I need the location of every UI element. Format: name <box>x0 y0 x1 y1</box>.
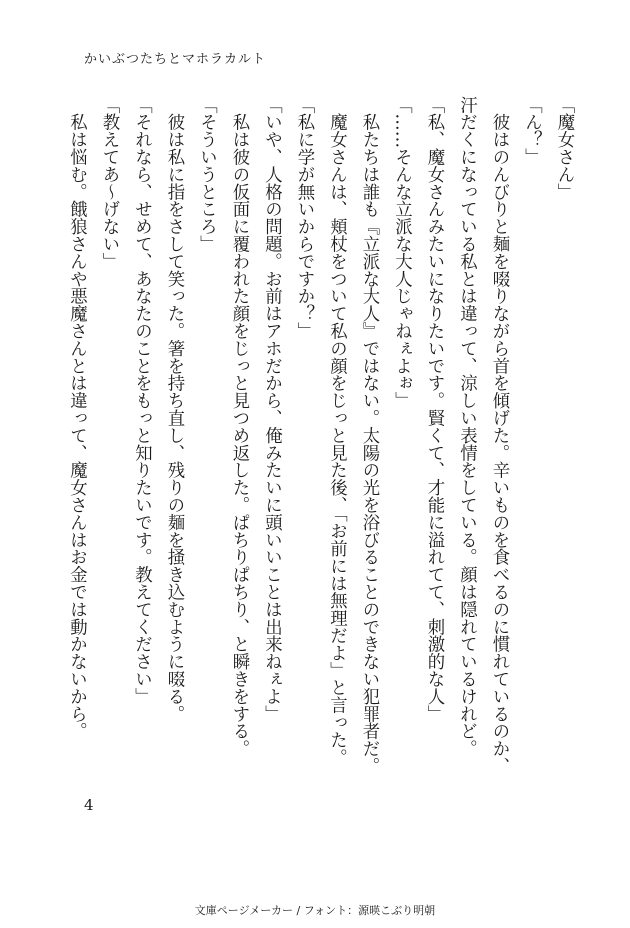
text-line: 「魔女さん」 <box>554 96 574 201</box>
novel-body-text <box>60 96 580 775</box>
text-line: 私たちは誰も『立派な大人』ではない。太陽の光を浴びることのできない犯罪者だ。 <box>359 96 379 775</box>
text-line: 「いや、人格の問題。お前はアホだから、俺みたいに頭いいことは出来ねぇよ」 <box>261 96 282 723</box>
footer-credit: 文庫ページメーカー / フォント：源暎こぶり明朝 <box>194 904 436 917</box>
text-line: 「私、魔女さんみたいになりたいです。賢くて、才能に溢れてて、刺激的な人」 <box>424 96 444 723</box>
text-line: 「……そんな立派な大人じゃねぇよぉ」 <box>391 96 412 410</box>
text-line: 「教えてあ～げない」 <box>99 96 119 270</box>
text-line: 「私に学が無いからですか？」 <box>294 96 314 340</box>
text-line: 汗だくになっている私とは違って、涼しい表情をしている。顔は隠れているけれど。 <box>456 96 477 758</box>
text-line: 「それなら、せめて、あなたのことをもっと知りたいです。教えてください」 <box>131 96 152 705</box>
text-line: 私は悩む。餓狼さんや悪魔さんとは違って、魔女さんはお金では動かないから。 <box>66 96 87 740</box>
page-number: 4 <box>84 796 94 814</box>
text-line: 私は彼の仮面に覆われた顔をじっと見つめ返した。ぱちりぱちり、と瞬きをする。 <box>229 96 249 758</box>
text-line: 彼はのんびりと麺を啜りながら首を傾げた。辛いものを食べるのに慣れているのか、 <box>489 96 509 775</box>
text-line: 「ん？」 <box>521 96 542 166</box>
text-line: 魔女さんは、頬杖をついて私の顔をじっと見た後、「お前には無理だよ」と言った。 <box>326 96 347 766</box>
text-line: 「そういうところ」 <box>196 96 217 253</box>
running-header: かいぶつたちとマホラカルト <box>84 52 267 67</box>
text-line: 彼は私に指をさして笑った。箸を持ち直し、残りの麺を掻き込むように啜る。 <box>164 96 184 723</box>
